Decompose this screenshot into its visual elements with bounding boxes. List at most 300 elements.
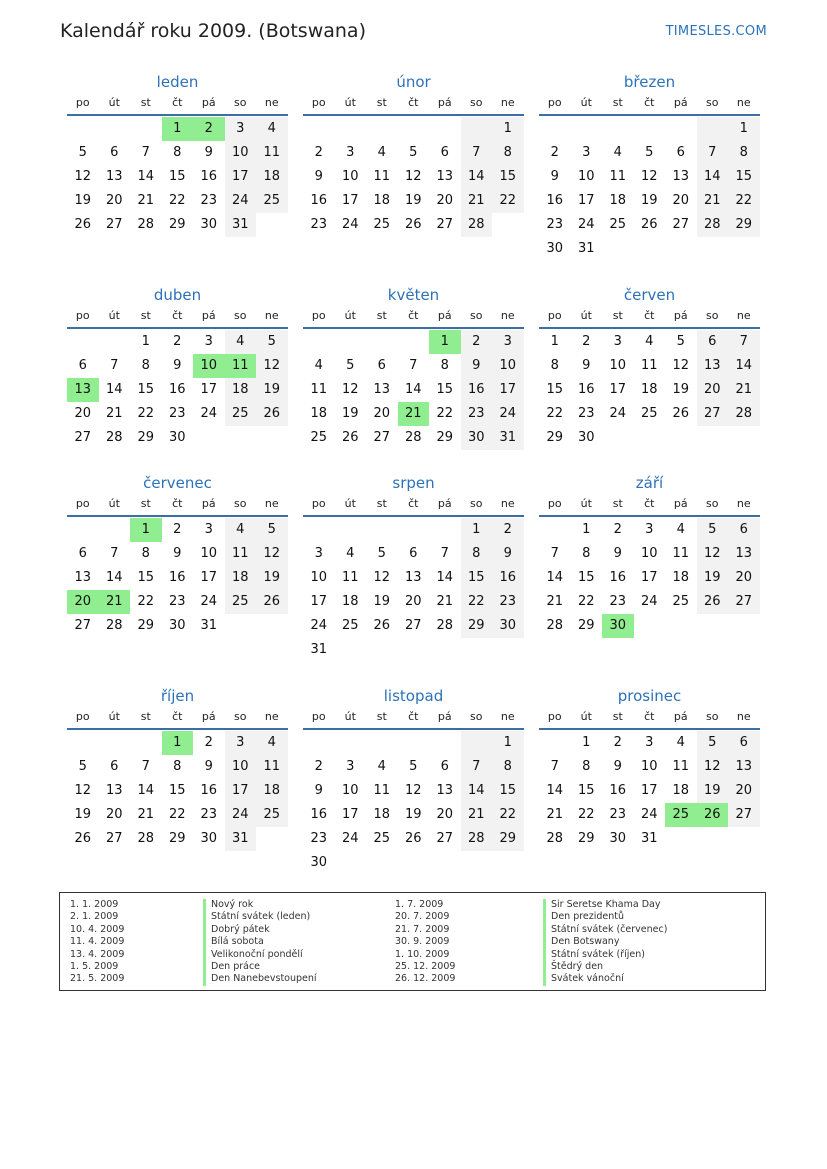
legend-holiday-name: Sir Seretse Khama Day [543,899,667,911]
day-cell: 25 [341,618,359,633]
day-cell: 4 [613,145,622,160]
day-cell: 9 [204,145,213,160]
day-cell: 19 [640,193,658,208]
day-cell: 28 [137,831,155,846]
day-cell: 10 [200,546,218,561]
weekday-label: ne [736,497,751,510]
day-cell: 18 [373,193,391,208]
day-grid [539,731,760,851]
legend-holiday-name: Den prezidentů [543,911,667,923]
day-cell: 22 [137,406,155,421]
holiday-day-cell: 11 [225,354,257,378]
empty-cell [461,117,493,141]
empty-cell [99,731,131,755]
holiday-day-cell: 2 [193,117,225,141]
day-cell: 28 [137,217,155,232]
day-cell: 4 [314,358,323,373]
day-cell: 9 [613,546,622,561]
day-cell: 17 [640,570,658,585]
day-cell: 20 [105,807,123,822]
day-cell: 8 [173,145,182,160]
day-cell: 8 [141,358,150,373]
day-cell: 15 [577,783,595,798]
weekday-label: čt [408,497,419,510]
legend-date: 30. 9. 2009 [395,936,450,948]
empty-cell [539,518,571,542]
day-grid [67,518,288,638]
legend-date: 1. 5. 2009 [70,960,119,972]
day-cell: 3 [204,334,213,349]
day-cell: 3 [582,145,591,160]
day-cell: 27 [436,831,454,846]
day-cell: 30 [461,426,493,450]
day-cell: 5 [256,518,288,542]
weekday-header [539,493,760,517]
day-cell: 9 [461,354,493,378]
day-cell: 19 [256,378,288,402]
day-cell: 13 [728,755,760,779]
day-cell: 18 [609,193,627,208]
day-cell: 2 [582,334,591,349]
day-cell: 13 [373,382,391,397]
day-cell: 8 [492,141,524,165]
weekday-label: pá [673,309,688,322]
day-cell: 5 [409,145,418,160]
legend-holiday-name: Svátek vánoční [543,973,667,985]
day-cell: 7 [697,141,729,165]
weekday-label: út [108,497,120,510]
day-cell: 16 [200,169,218,184]
day-cell: 15 [137,570,155,585]
weekday-header [539,706,760,730]
month-4 [67,285,288,450]
weekday-label: pá [437,497,452,510]
legend-date: 13. 4. 2009 [70,948,125,960]
day-cell: 16 [310,193,328,208]
day-cell: 31 [310,642,328,657]
day-cell: 29 [577,831,595,846]
day-cell: 31 [577,241,595,256]
day-cell: 13 [436,783,454,798]
day-cell: 12 [74,169,92,184]
day-cell: 30 [200,831,218,846]
weekday-label: so [234,309,247,322]
empty-cell [130,117,162,141]
day-cell: 8 [440,358,449,373]
day-cell: 25 [640,406,658,421]
weekday-label: út [108,710,120,723]
weekday-header [303,706,524,730]
day-cell: 29 [728,213,760,237]
day-cell: 28 [461,213,493,237]
day-cell: 29 [461,614,493,638]
day-cell: 9 [550,169,559,184]
weekday-label: so [706,497,719,510]
weekday-label: so [470,96,483,109]
day-cell: 6 [409,546,418,561]
weekday-label: pá [201,497,216,510]
empty-cell [697,117,729,141]
day-cell: 22 [436,406,454,421]
month-name: březen [623,73,676,91]
day-cell: 5 [78,145,87,160]
empty-cell [99,330,131,354]
weekday-label: po [75,497,90,510]
weekday-label: po [311,309,326,322]
empty-cell [130,731,162,755]
holiday-day-cell: 10 [193,354,225,378]
day-cell: 21 [461,803,493,827]
day-cell: 12 [640,169,658,184]
empty-cell [303,731,335,755]
day-cell: 4 [256,731,288,755]
day-cell: 7 [141,759,150,774]
day-cell: 22 [137,594,155,609]
empty-cell [571,117,603,141]
day-grid [539,330,760,450]
weekday-header [303,92,524,116]
weekday-label: pá [201,96,216,109]
day-cell: 3 [613,334,622,349]
day-cell: 25 [609,217,627,232]
empty-cell [67,117,99,141]
day-cell: 4 [676,522,685,537]
day-cell: 27 [728,803,760,827]
day-cell: 18 [640,382,658,397]
empty-cell [539,117,571,141]
day-cell: 8 [492,755,524,779]
legend-date: 11. 4. 2009 [70,936,125,948]
day-cell: 8 [550,358,559,373]
holiday-day-cell: 25 [665,803,697,827]
day-cell: 18 [672,570,690,585]
day-cell: 29 [168,217,186,232]
day-cell: 21 [436,594,454,609]
day-cell: 25 [225,590,257,614]
day-cell: 27 [373,430,391,445]
day-cell: 3 [225,117,257,141]
month-6 [539,285,760,450]
day-cell: 22 [461,590,493,614]
day-cell: 23 [492,590,524,614]
day-cell: 2 [613,522,622,537]
day-cell: 15 [137,382,155,397]
day-cell: 19 [697,779,729,803]
day-cell: 25 [672,594,690,609]
holiday-day-cell: 1 [162,731,194,755]
holiday-day-cell: 21 [99,590,131,614]
weekday-label: st [376,710,387,723]
weekday-label: út [580,497,592,510]
day-cell: 1 [582,735,591,750]
day-cell: 23 [310,217,328,232]
day-cell: 2 [492,518,524,542]
day-cell: 22 [168,193,186,208]
day-cell: 21 [105,406,123,421]
day-cell: 18 [373,807,391,822]
weekday-label: so [234,96,247,109]
holiday-legend [59,892,766,991]
day-cell: 30 [168,618,186,633]
day-cell: 1 [550,334,559,349]
holiday-day-cell: 20 [67,590,99,614]
day-cell: 15 [492,779,524,803]
day-cell: 6 [110,759,119,774]
day-cell: 3 [204,522,213,537]
day-cell: 21 [546,594,564,609]
weekday-header [67,493,288,517]
weekday-label: st [376,497,387,510]
day-cell: 1 [728,117,760,141]
legend-date: 1. 7. 2009 [395,899,444,910]
weekday-label: so [706,710,719,723]
empty-cell [99,518,131,542]
weekday-label: čt [644,497,655,510]
month-name: září [635,474,664,492]
day-cell: 21 [728,378,760,402]
day-cell: 28 [546,618,564,633]
day-cell: 7 [440,546,449,561]
day-grid [67,117,288,237]
weekday-label: ne [264,497,279,510]
day-cell: 25 [373,217,391,232]
weekday-label: so [234,710,247,723]
day-cell: 20 [404,594,422,609]
day-cell: 27 [105,831,123,846]
month-name: prosinec [617,687,682,705]
day-cell: 13 [74,570,92,585]
legend-holiday-name: Velikonoční pondělí [203,949,317,961]
day-cell: 10 [577,169,595,184]
day-grid [303,518,524,662]
day-cell: 16 [200,783,218,798]
holiday-day-cell: 26 [697,803,729,827]
weekday-label: st [376,309,387,322]
day-grid [539,117,760,261]
day-cell: 26 [373,618,391,633]
empty-cell [335,117,367,141]
day-cell: 12 [672,358,690,373]
day-cell: 23 [577,406,595,421]
day-cell: 22 [546,406,564,421]
day-cell: 4 [225,518,257,542]
weekday-label: pá [201,710,216,723]
day-cell: 14 [728,354,760,378]
empty-cell [461,731,493,755]
weekday-label: út [344,96,356,109]
empty-cell [429,117,461,141]
day-cell: 23 [200,807,218,822]
legend-holiday-name: Den Botswany [543,936,667,948]
day-cell: 7 [110,546,119,561]
empty-cell [366,330,398,354]
day-cell: 9 [173,546,182,561]
day-cell: 16 [461,378,493,402]
empty-cell [429,518,461,542]
legend-date: 21. 5. 2009 [70,973,125,985]
day-cell: 11 [225,542,257,566]
day-cell: 16 [492,566,524,590]
day-cell: 30 [200,217,218,232]
empty-cell [303,518,335,542]
month-name: listopad [383,687,444,705]
day-cell: 20 [105,193,123,208]
brand-link[interactable]: TIMESLES.COM [665,24,767,39]
day-cell: 15 [461,566,493,590]
weekday-label: st [612,309,623,322]
day-cell: 13 [404,570,422,585]
day-cell: 27 [74,430,92,445]
weekday-header [67,92,288,116]
day-cell: 3 [492,330,524,354]
day-cell: 18 [341,594,359,609]
day-cell: 15 [492,165,524,189]
weekday-label: ne [264,309,279,322]
day-cell: 7 [550,546,559,561]
day-cell: 6 [440,145,449,160]
day-cell: 21 [546,807,564,822]
day-grid [67,330,288,450]
day-cell: 10 [225,141,257,165]
day-cell: 31 [492,426,524,450]
day-cell: 29 [546,430,564,445]
weekday-label: ne [736,96,751,109]
day-cell: 27 [74,618,92,633]
day-cell: 6 [440,759,449,774]
day-cell: 7 [110,358,119,373]
empty-cell [665,117,697,141]
day-cell: 11 [672,759,690,774]
holiday-day-cell: 30 [602,614,634,638]
weekday-label: čt [644,309,655,322]
weekday-header [67,305,288,329]
weekday-label: út [344,309,356,322]
day-cell: 15 [728,165,760,189]
day-cell: 18 [225,378,257,402]
day-cell: 17 [225,165,257,189]
day-cell: 29 [137,430,155,445]
legend-holiday-name: Státní svátek (leden) [203,911,317,923]
weekday-label: pá [673,497,688,510]
weekday-label: čt [172,710,183,723]
day-cell: 5 [409,759,418,774]
weekday-label: út [344,497,356,510]
day-cell: 17 [492,378,524,402]
day-cell: 12 [256,354,288,378]
day-cell: 18 [256,165,288,189]
weekday-label: po [311,497,326,510]
day-cell: 9 [613,759,622,774]
day-cell: 14 [546,783,564,798]
day-cell: 16 [310,807,328,822]
day-grid [539,518,760,638]
day-cell: 27 [105,217,123,232]
day-cell: 17 [341,193,359,208]
day-cell: 30 [492,614,524,638]
day-cell: 20 [728,779,760,803]
weekday-label: so [234,497,247,510]
day-cell: 17 [640,783,658,798]
day-cell: 13 [105,783,123,798]
weekday-label: čt [644,710,655,723]
day-cell: 4 [377,759,386,774]
day-cell: 15 [168,783,186,798]
day-cell: 20 [373,406,391,421]
weekday-label: ne [500,309,515,322]
day-cell: 19 [404,807,422,822]
weekday-label: po [75,96,90,109]
day-cell: 7 [550,759,559,774]
weekday-label: čt [172,309,183,322]
day-cell: 30 [546,241,564,256]
weekday-label: so [706,96,719,109]
day-cell: 11 [373,783,391,798]
day-cell: 13 [436,169,454,184]
weekday-label: ne [736,309,751,322]
day-cell: 26 [341,430,359,445]
weekday-label: ne [500,497,515,510]
weekday-header [303,493,524,517]
legend-dates-right [395,899,455,986]
weekday-label: út [344,710,356,723]
day-cell: 28 [461,827,493,851]
weekday-label: so [470,497,483,510]
weekday-label: st [376,96,387,109]
day-grid [303,330,524,450]
day-cell: 13 [105,169,123,184]
day-cell: 23 [310,831,328,846]
weekday-label: pá [437,96,452,109]
day-cell: 11 [310,382,328,397]
day-cell: 27 [697,402,729,426]
day-cell: 29 [168,831,186,846]
day-cell: 19 [74,193,92,208]
day-cell: 4 [225,330,257,354]
day-cell: 25 [310,430,328,445]
empty-cell [335,518,367,542]
day-cell: 24 [310,618,328,633]
weekday-header [67,706,288,730]
weekday-label: pá [673,96,688,109]
empty-cell [335,330,367,354]
weekday-label: po [547,710,562,723]
holiday-day-cell: 13 [67,378,99,402]
day-cell: 5 [377,546,386,561]
month-2 [303,72,524,237]
day-cell: 5 [697,518,729,542]
day-cell: 19 [404,193,422,208]
day-cell: 19 [697,566,729,590]
day-cell: 19 [341,406,359,421]
empty-cell [67,330,99,354]
day-cell: 17 [609,382,627,397]
day-cell: 24 [577,217,595,232]
day-cell: 14 [461,165,493,189]
day-cell: 29 [436,430,454,445]
weekday-label: ne [264,710,279,723]
weekday-label: po [75,309,90,322]
legend-holiday-name: Dobrý pátek [203,924,317,936]
day-cell: 16 [546,193,564,208]
day-cell: 19 [373,594,391,609]
day-cell: 25 [256,803,288,827]
day-cell: 5 [78,759,87,774]
day-cell: 15 [577,570,595,585]
day-cell: 14 [461,779,493,803]
weekday-header [539,92,760,116]
month-9 [539,473,760,638]
holiday-day-cell: 21 [398,402,430,426]
